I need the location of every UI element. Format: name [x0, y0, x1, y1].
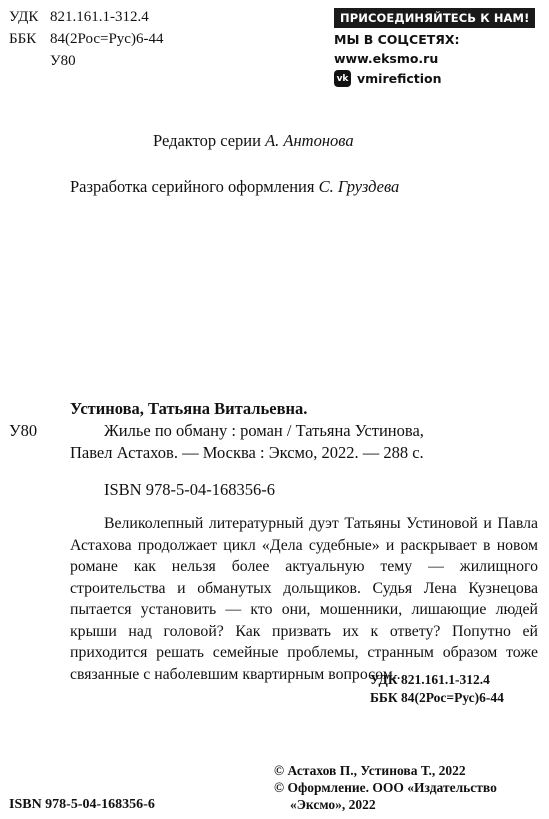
footer-isbn: ISBN 978-5-04-168356-6 [9, 797, 155, 812]
title-line-2: Павел Астахов. — Москва : Эксмо, 2022. — 288 с. [70, 443, 424, 462]
annotation-paragraph: Великолепный литературный дуэт Татьяны Устиновой и Павла Астахова продолжает цикл «Дела судебные» и раскрывает в новом романе как нельзя более актуальную тему — жилищного строительства и обманутых дольщиков. Судья Лена Кузнецова пытается установить — кто они, мошенники, лишающие людей крыши над головой? Как призвать их к ответу? Попутно ей приходится решать семейные проблемы, странным образом тоже связанные с наболевшим квартирным вопросом... [70, 515, 538, 683]
series-editor-label: Редактор серии [153, 131, 261, 150]
udk-value: 821.161.1-312.4 [50, 9, 149, 25]
udk-label: УДК [9, 9, 39, 25]
join-us-banner: ПРИСОЕДИНЯЙТЕСЬ К НАМ! [334, 8, 535, 28]
vk-handle: vmirefiction [357, 71, 442, 86]
copyright-line-1: © Астахов П., Устинова Т., 2022 [274, 763, 466, 778]
bbk-code-bottom: ББК 84(2Рос=Рус)6-44 [370, 690, 504, 705]
bbk-label: ББК [9, 31, 37, 47]
call-number: У80 [9, 421, 38, 440]
series-editor-name: А. Антонова [265, 131, 354, 150]
udk-code-bottom: УДК 821.161.1-312.4 [370, 672, 490, 687]
vk-link[interactable] [334, 69, 535, 88]
author-heading: Устинова, Татьяна Витальевна. [70, 399, 308, 418]
author-mark-row [9, 52, 76, 70]
copyright-line-2: © Оформление. ООО «Издательство [274, 780, 497, 795]
author-mark-value: У80 [50, 53, 76, 69]
design-credit [70, 177, 399, 197]
design-name: С. Груздева [318, 177, 400, 196]
social-heading: МЫ В СОЦСЕТЯХ: [334, 32, 460, 47]
series-editor-credit [153, 131, 354, 151]
isbn-record: ISBN 978-5-04-168356-6 [104, 480, 275, 499]
bbk-row [9, 30, 163, 48]
website-link[interactable]: www.eksmo.ru [334, 51, 439, 66]
title-line-1: Жилье по обману : роман / Татьяна Устинова, [104, 421, 424, 440]
bbk-value: 84(2Рос=Рус)6-44 [50, 31, 164, 47]
copyright-line-3: «Эксмо», 2022 [290, 797, 376, 812]
udk-row [9, 8, 149, 26]
social-promo [334, 8, 535, 88]
vk-logo-icon: vk [334, 70, 351, 87]
design-label: Разработка серийного оформления [70, 177, 315, 196]
